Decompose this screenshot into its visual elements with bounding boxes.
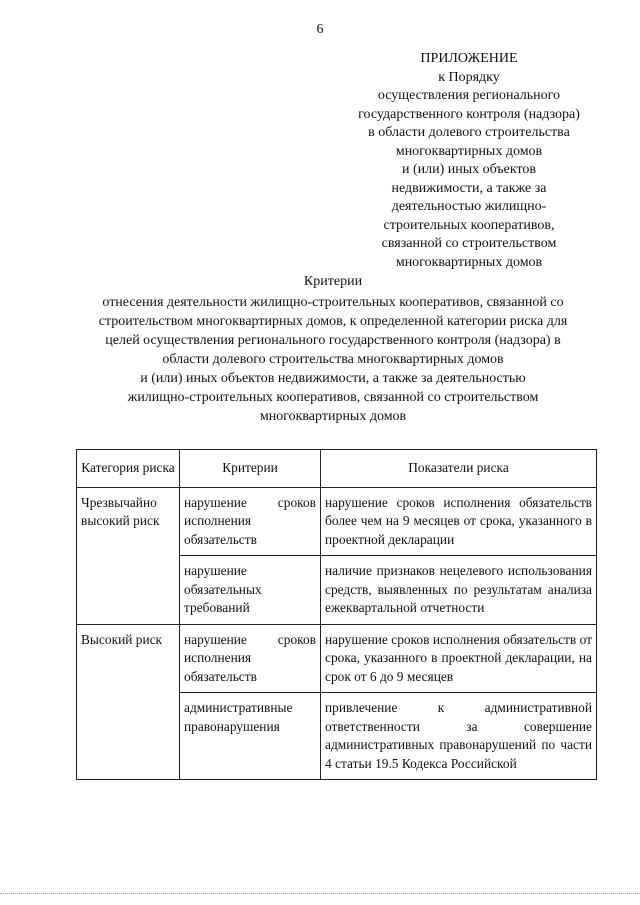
header-category: Категория риска (77, 450, 180, 488)
table-row (77, 487, 597, 556)
criteria-line: области долевого строительства многоквартирных домов (162, 352, 504, 367)
appendix-line: строительных кооперативов, (383, 217, 555, 233)
criteria-heading (60, 272, 606, 426)
table-header-row (77, 450, 597, 488)
indicator-cell: нарушение сроков исполнения обязательств более чем на 9 месяцев от срока, указанного в проектной декларации (321, 487, 597, 556)
scan-edge-line (0, 893, 640, 895)
header-criteria: Критерии (180, 450, 321, 488)
criteria-line: жилищно-строительных кооперативов, связанной со строительством (127, 390, 539, 405)
criteria-line: многоквартирных домов (259, 409, 407, 424)
criteria-line: и (или) иных объектов недвижимости, а также за деятельностью (140, 371, 526, 386)
appendix-line: многоквартирных домов (395, 143, 543, 159)
appendix-line: недвижимости, а также за (391, 180, 547, 196)
criteria-title: Критерии (303, 274, 363, 289)
page-number: 6 (316, 22, 324, 37)
appendix-line: связанной со строительством (381, 236, 557, 251)
appendix-line: ПРИЛОЖЕНИЕ (420, 51, 518, 66)
header-indicators: Показатели риска (321, 450, 597, 488)
criteria-line: строительством многоквартирных домов, к определенной категории риска для (98, 314, 568, 329)
appendix-line: и (или) иных объектов (401, 162, 537, 177)
category-cell: Высокий риск (77, 624, 180, 780)
appendix-line: государственного контроля (надзора) (358, 106, 580, 122)
category-cell: Чрезвычайно высокий риск (77, 487, 180, 624)
appendix-line: многоквартирных домов (395, 254, 543, 270)
appendix-heading (318, 50, 620, 272)
appendix-line: в области долевого строительства (368, 125, 570, 140)
criteria-line: целей осуществления регионального государственного контроля (надзора) в (105, 333, 561, 348)
criterion-cell: нарушение сроков исполнения обязательств (180, 487, 321, 556)
indicator-cell: наличие признаков нецелевого использования средств, выявленных по результатам анализа ежеквартальной отчетности (321, 556, 597, 625)
risk-table (76, 449, 597, 780)
appendix-line: осуществления регионального (377, 88, 561, 103)
table-row (77, 624, 597, 693)
criterion-cell: административные правонарушения (180, 693, 321, 780)
indicator-cell: нарушение сроков исполнения обязательств от срока, указанного в проектной декларации, на срок от 6 до 9 месяцев (321, 624, 597, 693)
appendix-line: к Порядку (438, 69, 500, 85)
criterion-cell: нарушение обязательных требований (180, 556, 321, 625)
indicator-cell: привлечение к административной ответственности за совершение административных правонарушений по части 4 статьи 19.5 Кодекса Российской (321, 693, 597, 780)
criterion-cell: нарушение сроков исполнения обязательств (180, 624, 321, 693)
criteria-line: отнесения деятельности жилищно-строительных кооперативов, связанной со (102, 295, 564, 310)
appendix-line: деятельностью жилищно- (391, 199, 547, 214)
